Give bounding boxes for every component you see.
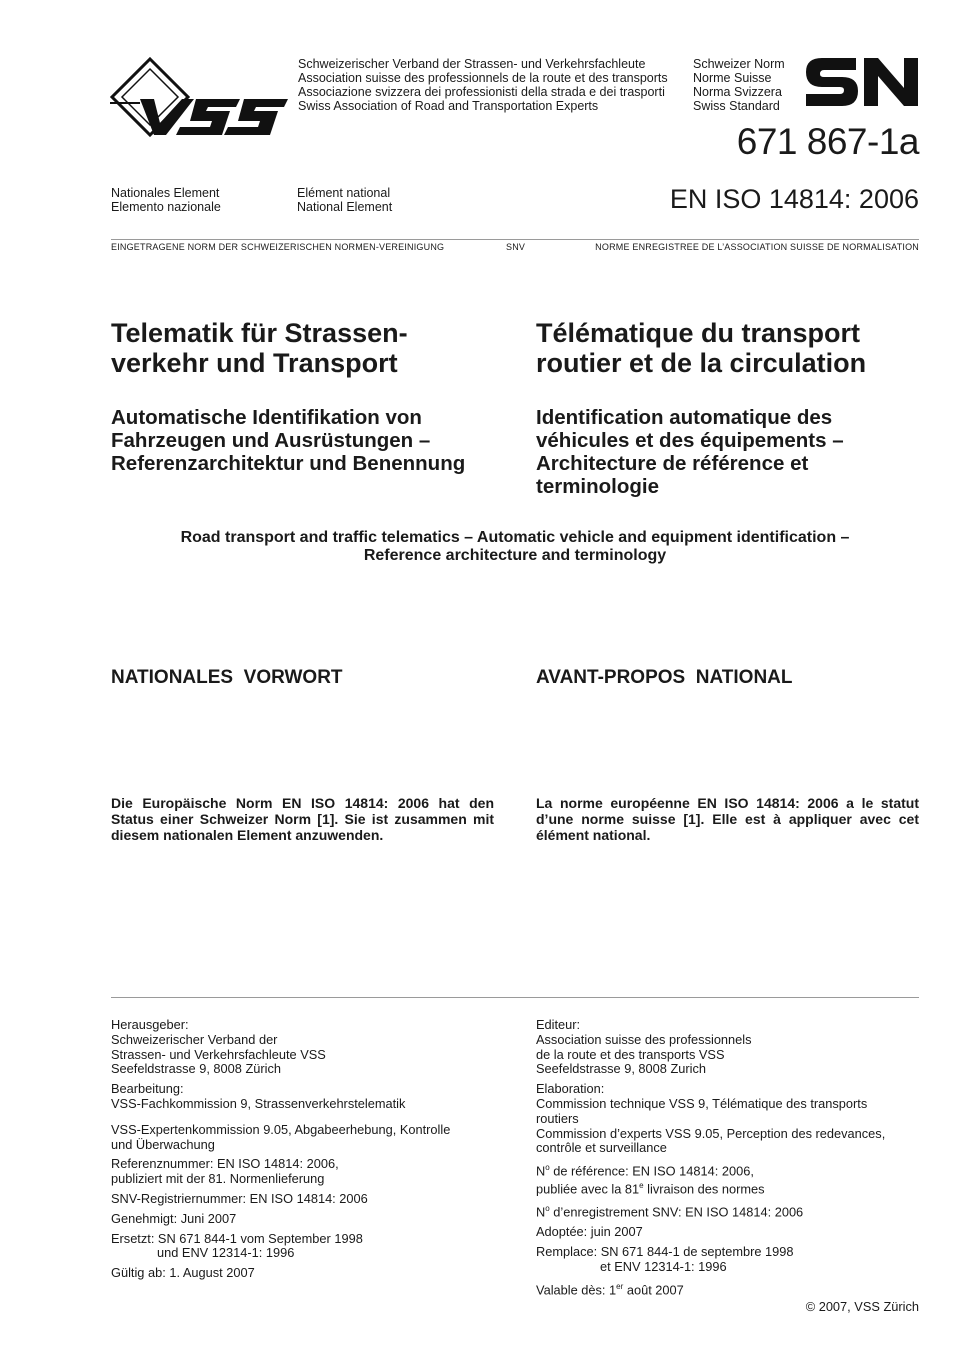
reference-de-line1: Referenznummer: EN ISO 14814: 2006, (111, 1156, 339, 1172)
elaboration-fr-label: Elaboration: (536, 1081, 605, 1097)
elaboration-fr-line2: routiers (536, 1110, 579, 1126)
reference-fr-line2-sup: e (639, 1181, 644, 1191)
elaboration-fr (536, 1082, 919, 1126)
approved-de: Genehmigt: Juni 2007 (111, 1210, 237, 1226)
reference-fr (536, 1161, 919, 1197)
publisher-de-line1: Schweizerischer Verband der (111, 1031, 278, 1047)
norm-type-de: Schweizer Norm (693, 57, 785, 71)
snv-reg-fr-value: d’enregistrement SNV: EN ISO 14814: 2006 (549, 1204, 804, 1220)
association-it: Associazione svizzera dei professionisti della strada e dei trasporti (298, 85, 665, 99)
expert-commission-fr (536, 1127, 919, 1157)
norm-number: 671 867-1a (736, 121, 919, 162)
editing-de (111, 1082, 521, 1112)
publisher-fr-label: Editeur: (536, 1017, 581, 1032)
element-fr-line1: Elément national (297, 186, 391, 200)
editing-de-label: Bearbeitung: (111, 1081, 184, 1097)
registry-mid: SNV (506, 242, 526, 252)
element-de-line2: Elemento nazionale (111, 200, 221, 214)
expert-fr-line2: contrôle et surveillance (536, 1140, 667, 1156)
foreword-text-fr: La norme européenne EN ISO 14814: 2006 a le statut d’une norme suisse [1]. Elle est à appliquer avec cet élément national. (536, 795, 919, 843)
title-fr-line1: Télématique du transport (536, 318, 861, 348)
footer-fr (536, 1018, 919, 1303)
expert-commission-de (111, 1123, 521, 1153)
replaces-de-line2: und ENV 12314-1: 1996 (157, 1245, 295, 1261)
association-names (298, 57, 688, 113)
subtitle-fr-line4: terminologie (536, 475, 660, 498)
reference-fr-value: de référence: EN ISO 14814: 2006, (549, 1163, 754, 1179)
snv-reg-fr-n: N (536, 1204, 546, 1220)
association-en: Swiss Association of Road and Transportation Experts (298, 99, 599, 113)
reference-fr-line2-b: livraison des normes (643, 1181, 765, 1197)
replaces-fr (536, 1245, 919, 1275)
valid-fr-b: août 2007 (623, 1282, 684, 1298)
subtitle-fr (536, 406, 936, 498)
editing-de-commission: VSS-Fachkommission 9, Strassenverkehrstelematik (111, 1095, 406, 1111)
subtitle-de (111, 406, 511, 475)
publisher-fr (536, 1018, 919, 1077)
replaces-de (111, 1232, 521, 1262)
expert-de-line2: und Überwachung (111, 1136, 215, 1152)
reference-de-line2: publiziert mit der 81. Normenlieferung (111, 1171, 325, 1187)
snv-reg-fr-sup: o (545, 1204, 550, 1214)
foreword-heading-de: NATIONALES VORWORT (111, 667, 343, 688)
snv-registration-de: SNV-Registriernummer: EN ISO 14814: 2006 (111, 1190, 368, 1206)
subtitle-fr-line1: Identification automatique des (536, 406, 833, 429)
replaces-fr-line2: et ENV 12314-1: 1996 (600, 1258, 727, 1274)
norm-type-en: Swiss Standard (693, 99, 780, 113)
norm-type-fr: Norme Suisse (693, 71, 772, 85)
title-de-line2: verkehr und Transport (111, 348, 398, 378)
valid-fr (536, 1280, 919, 1298)
vss-logo (110, 57, 292, 139)
publisher-de (111, 1018, 521, 1077)
valid-de: Gültig ab: 1. August 2007 (111, 1265, 255, 1281)
header-rule (111, 239, 919, 240)
element-de-line1: Nationales Element (111, 186, 220, 200)
en-iso-number: EN ISO 14814: 2006 (669, 184, 919, 214)
valid-fr-sup: er (616, 1281, 624, 1291)
footer-de (111, 1018, 521, 1286)
reference-fr-line2 (536, 1179, 919, 1197)
norm-type-labels (693, 57, 803, 113)
registry-right: NORME ENREGISTREE DE L’ASSOCIATION SUISSE DE NORMALISATION (595, 242, 919, 252)
subtitle-de-line3: Referenzarchitektur und Benennung (111, 452, 466, 475)
registry-left: EINGETRAGENE NORM DER SCHWEIZERISCHEN NORMEN-VEREINIGUNG (111, 242, 445, 252)
subtitle-fr-line3: Architecture de référence et (536, 452, 809, 475)
norm-type-it: Norma Svizzera (693, 85, 782, 99)
expert-de-line1: VSS-Expertenkommission 9.05, Abgabeerhebung, Kontrolle (111, 1121, 451, 1137)
publisher-fr-line2: de la route et des transports VSS (536, 1046, 725, 1062)
adopted-fr: Adoptée: juin 2007 (536, 1224, 643, 1240)
subtitle-fr-line2: véhicules et des équipements – (536, 429, 844, 452)
replaces-fr-line1: Remplace: SN 671 844-1 de septembre 1998 (536, 1244, 794, 1260)
title-en-line1: Road transport and traffic telematics – Automatic vehicle and equipment identification – (180, 529, 850, 546)
valid-fr-a: Valable dès: 1 (536, 1282, 617, 1298)
title-de-line1: Telematik für Strassen- (111, 318, 408, 348)
reference-fr-n: N (536, 1163, 546, 1179)
foreword-heading-fr: AVANT-PROPOS NATIONAL (536, 667, 793, 688)
reference-de (111, 1157, 521, 1187)
copyright: © 2007, VSS Zürich (805, 1299, 919, 1314)
title-fr-line2: routier et de la circulation (536, 348, 867, 378)
title-de (111, 318, 511, 378)
sn-logo (804, 56, 920, 108)
publisher-fr-address: Seefeldstrasse 9, 8008 Zurich (536, 1061, 707, 1077)
reference-fr-line2-a: publiée avec la 81 (536, 1181, 640, 1197)
subtitle-de-line1: Automatische Identifikation von (111, 406, 422, 429)
publisher-de-line2: Strassen- und Verkehrsfachleute VSS (111, 1046, 326, 1062)
replaces-de-line1: Ersetzt: SN 671 844-1 vom September 1998 (111, 1230, 363, 1246)
publisher-de-address: Seefeldstrasse 9, 8008 Zürich (111, 1061, 282, 1077)
subtitle-de-line2: Fahrzeugen und Ausrüstungen – (111, 429, 431, 452)
footer-rule (111, 997, 919, 998)
snv-registration-fr (536, 1202, 919, 1220)
reference-fr-line1 (536, 1161, 919, 1179)
title-fr (536, 318, 936, 378)
association-de: Schweizerischer Verband der Strassen- und Verkehrsfachleute (298, 57, 646, 71)
publisher-de-label: Herausgeber: (111, 1017, 189, 1032)
title-en (111, 529, 919, 565)
element-label-de (111, 186, 291, 214)
title-en-line2: Reference architecture and terminology (363, 547, 667, 564)
association-fr: Association suisse des professionnels de la route et des transports (298, 71, 668, 85)
elaboration-fr-line1: Commission technique VSS 9, Télématique des transports (536, 1095, 868, 1111)
publisher-fr-line1: Association suisse des professionnels (536, 1031, 752, 1047)
reference-fr-sup: o (545, 1163, 550, 1173)
expert-fr-line1: Commission d’experts VSS 9.05, Perception des redevances, (536, 1125, 886, 1141)
element-label-fr (297, 186, 477, 214)
element-fr-line2: National Element (297, 200, 393, 214)
foreword-text-de: Die Europäische Norm EN ISO 14814: 2006 hat den Status einer Schweizer Norm [1]. Sie ist zusammen mit diesem nationalen Element anzuwenden. (111, 795, 494, 843)
